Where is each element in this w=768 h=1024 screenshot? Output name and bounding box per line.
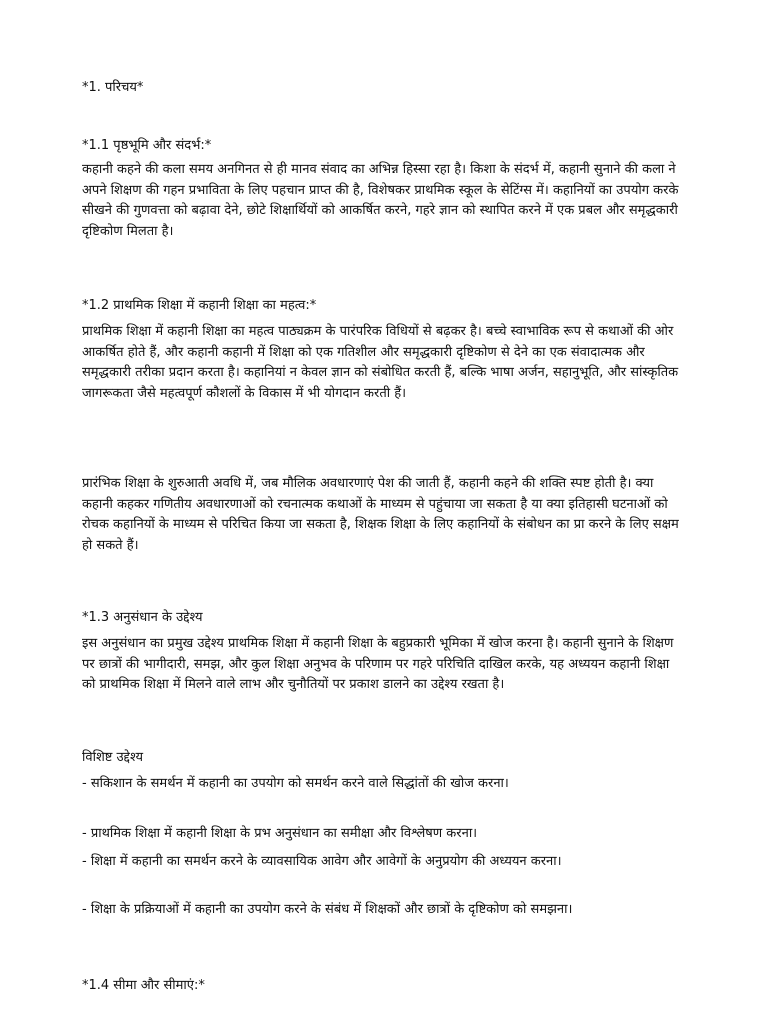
objective-item: - प्राथमिक शिक्षा में कहानी शिक्षा के प्रभ अनुसंधान का समीक्षा और विश्लेषण करना। <box>82 826 478 841</box>
section-1-1-heading: *1.1 पृष्ठभूमि और संदर्भ:* <box>82 138 212 153</box>
objective-item: - शिक्षा में कहानी का समर्थन करने के व्यावसायिक आवेग और आवेगों के अनुप्रयोग की अध्ययन करना। <box>82 854 562 869</box>
section-1-4-heading: *1.4 सीमा और सीमाएं:* <box>82 978 205 993</box>
section-1-3-heading: *1.3 अनुसंधान के उद्देश्य <box>82 610 203 625</box>
section-1-2-paragraph-1: प्राथमिक शिक्षा में कहानी शिक्षा का महत्व पाठ्यक्रम के पारंपरिक विधियों से बढ़कर है। बच्चे स्वाभाविक रूप से कथाओं की ओर आकर्षित होते हैं, और कहानी कहानी में शिक्षा को एक गतिशील और समृद्धकारी दृष्टिकोण से देने का एक संवादात्मक और समृद्धकारी तरीका प्रदान करता है। कहानियां न केवल ज्ञान को संबोधित करती हैं, बल्कि भाषा अर्जन, सहानुभूति, और सांस्कृतिक जागरूकता जैसे महत्वपूर्ण कौशलों के विकास में भी योगदान करती हैं। <box>82 324 679 401</box>
section-1-3-paragraph: इस अनुसंधान का प्रमुख उद्देश्य प्राथमिक शिक्षा में कहानी शिक्षा के बहुप्रकारी भूमिका में खोज करना है। कहानी सुनाने के शिक्षण पर छात्रों की भागीदारी, समझ, और कुल शिक्षा अनुभव के परिणाम पर गहरे परिचिति दाखिल करके, यह अध्ययन कहानी शिक्षा को प्राथमिक शिक्षा में मिलने वाले लाभ और चुनौतियों पर प्रकाश डालने का उद्देश्य रखता है। <box>82 636 674 692</box>
objective-item: - सकिशान के समर्थन में कहानी का उपयोग को समर्थन करने वाले सिद्धांतों की खोज करना। <box>82 776 509 791</box>
section-1-2-heading: *1.2 प्राथमिक शिक्षा में कहानी शिक्षा का महत्व:* <box>82 298 317 313</box>
objectives-heading: विशिष्ट उद्देश्य <box>82 750 144 765</box>
section-1-1-paragraph: कहानी कहने की कला समय अनगिनत से ही मानव संवाद का अभिन्न हिस्सा रहा है। किशा के संदर्भ में, कहानी सुनाने की कला ने अपने शिक्षण की गहन प्रभाविता के लिए पहचान प्राप्त की है, विशेषकर प्राथमिक स्कूल के सेटिंग्स में। कहानियों का उपयोग करके सीखने की गुणवत्ता को बढ़ावा देने, छोटे शिक्षार्थियों को आकर्षित करने, गहरे ज्ञान को स्थापित करने में एक प्रबल और समृद्धकारी दृष्टिकोण मिलता है। <box>82 162 679 239</box>
objective-item: - शिक्षा के प्रक्रियाओं में कहानी का उपयोग करने के संबंध में शिक्षकों और छात्रों के दृष्टिकोण को समझना। <box>82 902 573 917</box>
section-1-heading: *1. परिचय* <box>82 80 144 95</box>
section-1-2-paragraph-2: प्रारंभिक शिक्षा के शुरुआती अवधि में, जब मौलिक अवधारणाएं पेश की जाती हैं, कहानी कहने की शक्ति स्पष्ट होती है। क्या कहानी कहकर गणितीय अवधारणाओं को रचनात्मक कथाओं के माध्यम से पहुंचाया जा सकता है या क्या इतिहासी घटनाओं को रोचक कहानियों के माध्यम से परिचित किया जा सकता है, शिक्षक शिक्षा के लिए कहानियों के संबोधन का प्रा करने के लिए सक्षम हो सकते हैं। <box>82 476 679 553</box>
